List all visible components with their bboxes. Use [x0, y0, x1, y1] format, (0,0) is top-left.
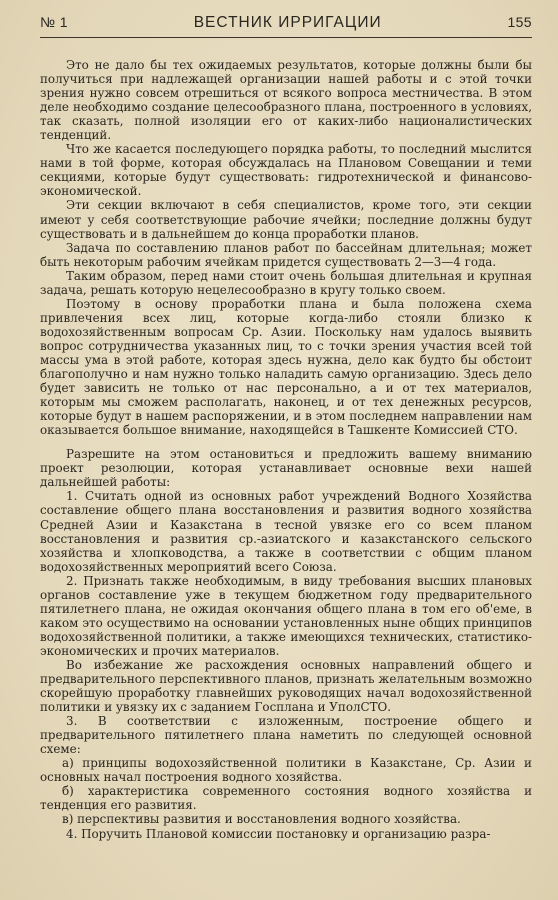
scheme-subitem: б) характеристика современного состояния водного хозяйства и тенденция его развития.	[40, 784, 532, 813]
scheme-subitem: в) перспективы развития и восстановления водного хозяйства.	[62, 812, 461, 827]
paragraph: Таким образом, перед нами стоит очень большая длительная и крупная задача, решать которую нецелесообразно в кругу только своем.	[40, 268, 532, 297]
body-text	[40, 58, 532, 841]
paragraph: Что же касается последующего порядка работы, то последний мыслится нами в той форме, которая обсуждалась на Плановом Совещании и теми секциями, которые будут существовать: гидротехнической и финансово-экономической.	[40, 142, 532, 199]
paragraph: Разрешите на этом остановиться и предложить вашему вниманию проект резолюции, которая устанавливает основные вехи нашей дальнейшей работы:	[40, 447, 532, 490]
journal-title: ВЕСТНИК ИРРИГАЦИИ	[193, 14, 382, 31]
paragraph: Задача по составлению планов работ по бассейнам длительная; может быть некоторым рабочим ячейкам придется существовать 2—3—4 года.	[40, 240, 532, 269]
paragraph: Поэтому в основу проработки плана и была положена схема привлечения всех лиц, которые когда-либо стояли близко к водохозяйственным вопросам Ср. Азии. Поскольку нам удалось выявить вопрос сотрудничества указанных лиц, то с точки зрения участия всей той массы ума в этой работе, которая здесь нужна, дело как будто бы обстоит благополучно и нам нужно только наладить самую организацию. Здесь дело будет зависить не только от нас персонально, а и от тех материалов, которым мы сможем располагать, наконец, и от тех денежных ресурсов, которые будут в нашем распоряжении, и в этом последнем направлении нам оказывается большое внимание, находящейся в Ташкенте Комиссией СТО.	[40, 296, 532, 438]
resolution-item: 3. В соответствии с изложенным, построение общего и предварительного пятилетнего плана наметить по следующей основной схеме:	[40, 714, 532, 757]
resolution-item: 1. Считать одной из основных работ учреждений Водного Хозяйства составление общего плана восстановления и развития водного хозяйства Средней Азии и Казакстана в тесной увязке его со всем планом восстановления и развития ср.-азиатского и казакстанского сельского хозяйства и хлопководства, а также в соответствии с общим планом водохозяйственных мероприятий всего Союза.	[40, 489, 532, 574]
resolution-item: 2. Признать также необходимым, в виду требования высших плановых органов составление уже в текущем бюджетном году предварительного пятилетнего плана, не ожидая окончания общего плана в том его об'еме, в каком это осуществимо на основании установленных ныне общих принципов водохозяйственной политики, а также имеющихся технических, статистико-экономических и прочих материалов.	[40, 573, 532, 658]
scheme-subitem: а) принципы водохозяйственной политики в Казакстане, Ср. Азии и основных начал построения водного хозяйства.	[40, 756, 532, 785]
paragraph: Эти секции включают в себя специалистов, кроме того, эти секции имеют у себя соответствующие рабочие ячейки; последние должны будут существовать и в дальнейшем до конца проработки планов.	[40, 198, 532, 241]
running-header	[40, 14, 532, 38]
paragraph: Это не дало бы тех ожидаемых результатов, которые должны были бы получиться при надлежащей организации нашей работы и с этой точки зрения нужно совсем отрешиться от всякого вопроса местничества. В этом деле необходимо создание целесообразного плана, построенного в условиях, так сказать, полной изоляции его от каких-либо националистических тенденций.	[40, 58, 532, 143]
paragraph: Во избежание же расхождения основных направлений общего и предварительного перспективного планов, признать желательным возможно скорейшую проработку главнейших руководящих начал водохозяйственной политики и увязку их с заданием Госплана и УполСТО.	[40, 657, 532, 715]
page-number: 155	[507, 14, 532, 30]
resolution-item: 4. Поручить Плановой комиссии постановку и организацию разра-	[66, 826, 491, 841]
issue-number: № 1	[40, 14, 68, 30]
